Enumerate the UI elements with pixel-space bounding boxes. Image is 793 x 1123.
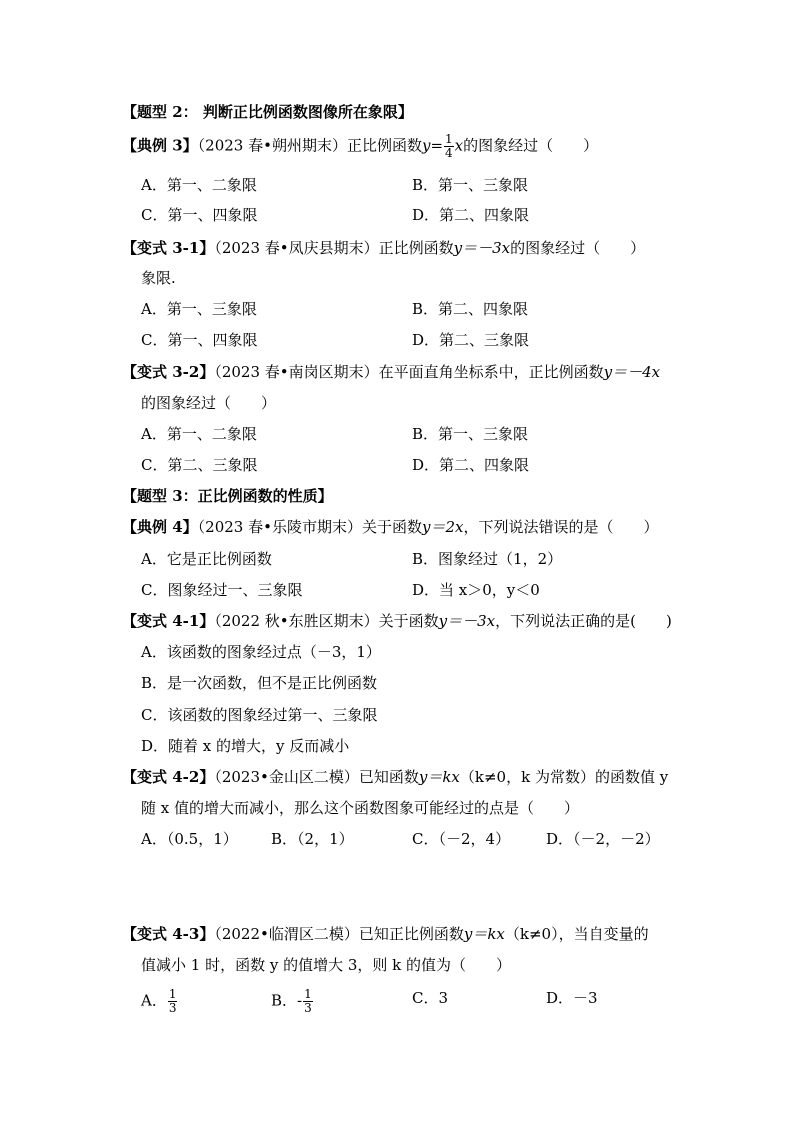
question-source: （2022 秋•东胜区期末）关于函数 <box>214 612 439 630</box>
option-a[interactable]: A．第一、二象限 <box>141 176 257 194</box>
option-a[interactable]: A．（0.5，1） <box>141 830 238 848</box>
option-b[interactable] <box>271 988 314 1015</box>
question-source: （2023 春•乐陵市期末）关于函数 <box>197 518 422 536</box>
option-b[interactable]: B．图象经过（1，2） <box>412 550 563 568</box>
option-b[interactable]: B．是一次函数，但不是正比例函数 <box>141 674 378 692</box>
question-tag: 【变式 3-2】 <box>122 363 215 381</box>
question-tag: 【典例 4】 <box>122 518 198 536</box>
question-source: （2023•金山区二模）已知函数 <box>214 768 419 786</box>
question-tag: 【变式 4-1】 <box>122 612 215 630</box>
question-ex4-stem <box>122 517 658 537</box>
option-c[interactable]: C．图象经过一、三象限 <box>141 581 303 599</box>
option-d[interactable]: D．（－2，－2） <box>546 830 660 848</box>
question-var3-2-line2: 的图象经过（ ） <box>141 394 277 412</box>
option-label: B． <box>271 991 298 1010</box>
question-stem-tail: 的图象经过（ ） <box>510 239 646 257</box>
question-tag: 【变式 3-1】 <box>122 239 215 257</box>
question-var4-2-line2: 随 x 值的增大而减小，那么这个函数图象可能经过的点是（ ） <box>141 799 579 817</box>
option-c[interactable]: C．第二、三象限 <box>141 456 258 474</box>
question-ex3-stem <box>122 133 598 160</box>
formula: y＝－3x <box>453 239 511 257</box>
question-stem-tail: ，下列说法正确的是( ) <box>495 612 672 630</box>
option-c[interactable]: C．第一、四象限 <box>141 206 258 224</box>
option-b[interactable]: B．第一、三象限 <box>412 176 529 194</box>
formula: y＝－3x <box>438 612 496 630</box>
formula-prefix: y= <box>421 136 444 155</box>
option-a[interactable]: A．第一、二象限 <box>141 425 257 443</box>
question-var3-1-stem <box>122 238 645 258</box>
option-d[interactable]: D．第二、四象限 <box>412 206 530 224</box>
option-a[interactable]: A．它是正比例函数 <box>141 550 272 568</box>
question-var3-1-line2: 象限. <box>141 269 176 287</box>
option-a[interactable]: A．第一、三象限 <box>141 300 257 318</box>
option-a[interactable]: A．该函数的图象经过点（－3，1） <box>141 643 381 661</box>
question-stem-tail: ，下列说法错误的是（ ） <box>463 518 659 536</box>
question-tag: 【变式 4-3】 <box>122 925 215 943</box>
question-var4-3-line2: 值减小 1 时，函数 y 的值增大 3，则 k 的值为（ ） <box>141 956 512 974</box>
question-condition: （k≠0，k 为常数）的函数值 y <box>459 768 669 786</box>
question-var3-2-stem <box>122 362 660 382</box>
option-c[interactable]: C．第一、四象限 <box>141 331 258 349</box>
formula: y＝2x <box>421 518 464 536</box>
option-a[interactable] <box>141 988 178 1015</box>
question-source: （2022•临渭区二模）已知正比例函数 <box>214 925 464 943</box>
formula: y＝kx <box>418 768 460 786</box>
question-var4-1-stem <box>122 611 672 631</box>
option-d[interactable]: D．第二、三象限 <box>412 331 530 349</box>
fraction: $\frac{1}{3}$ <box>168 987 177 1015</box>
option-c[interactable]: C．3 <box>412 989 449 1007</box>
question-condition: （k≠0），当自变量的 <box>504 925 649 943</box>
formula-suffix: x <box>454 136 464 155</box>
option-b[interactable]: B．第二、四象限 <box>412 300 529 318</box>
option-b[interactable]: B．第一、三象限 <box>412 425 529 443</box>
fraction: $\frac{1}{4}$ <box>445 132 453 160</box>
option-d[interactable]: D．随着 x 的增大，y 反而减小 <box>141 737 350 755</box>
question-tag: 【典例 3】 <box>122 136 198 155</box>
question-stem-tail: 的图象经过（ ） <box>463 136 599 155</box>
question-source: （2023 春•南岗区期末）在平面直角坐标系中，正比例函数 <box>214 363 604 381</box>
minus-sign: - <box>297 991 303 1010</box>
question-var4-2-stem <box>122 767 668 787</box>
question-var4-3-stem <box>122 924 649 944</box>
formula: y＝kx <box>463 925 505 943</box>
option-label: A． <box>141 991 167 1010</box>
option-c[interactable]: C．（－2，4） <box>412 830 511 848</box>
question-tag: 【变式 4-2】 <box>122 768 215 786</box>
option-d[interactable]: D．第二、四象限 <box>412 456 530 474</box>
option-d[interactable]: D．－3 <box>546 989 598 1007</box>
section-heading-type3: 【题型 3：正比例函数的性质】 <box>122 487 333 505</box>
question-source: （2023 春•凤庆县期末）正比例函数 <box>214 239 454 257</box>
section-heading-type2: 【题型 2： 判断正比例函数图像所在象限】 <box>122 103 413 121</box>
option-c[interactable]: C．该函数的图象经过第一、三象限 <box>141 706 378 724</box>
fraction: $\frac{1}{3}$ <box>304 987 312 1015</box>
option-b[interactable]: B．（2，1） <box>271 830 354 848</box>
question-source: （2023 春•朔州期末）正比例函数 <box>197 136 422 155</box>
option-d[interactable]: D．当 x＞0，y＜0 <box>412 581 540 599</box>
formula: y＝－4x <box>603 363 661 381</box>
